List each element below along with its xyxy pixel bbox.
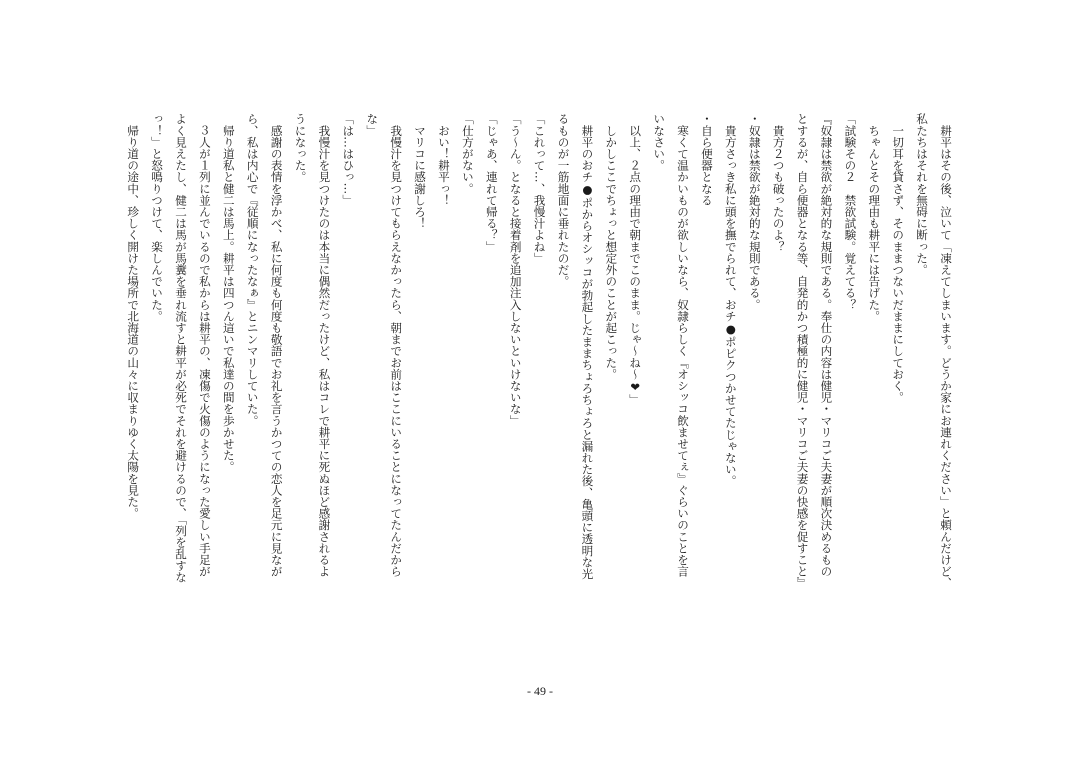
text-line: マリコに感謝しろ！ <box>413 113 428 229</box>
text-line: ら、私は内心で『従順になったなぁ』とニンマリしていた。 <box>245 113 260 427</box>
text-line: うになった。 <box>293 113 308 183</box>
text-line: るものが一筋地面に垂れたのだ。 <box>556 113 571 287</box>
text-line: 帰り道の途中、珍しく開けた場所で北海道の山々に収まりゆく太陽を見た。 <box>126 113 141 519</box>
text-line: おい！耕平っ！ <box>436 113 451 206</box>
text-line: 私たちはそれを無碍に断った。 <box>915 113 930 276</box>
text-line: ちゃんとその理由も耕平には告げた。 <box>867 113 882 322</box>
text-line: 寒くて温かいものが欲しいなら、奴隷らしく『オシッコ飲ませてぇ』ぐらいのことを言 <box>676 113 691 577</box>
text-line: 『奴隷は禁欲が絶対的な規則である。奉仕の内容は健児・マリコご夫妻が順次決めるもの <box>819 113 834 577</box>
text-line: 「う～ん。となると接着剤を追加注入しないといけないな」 <box>508 113 523 427</box>
text-line: っ！」と怒鳴りつけて、楽しんでいた。 <box>150 113 165 322</box>
text-line: ・自ら便器となる <box>699 113 714 206</box>
text-line: 耕平はその後、泣いて「凍えてしまいます。どうか家にお連れください」と頼んだけど、 <box>939 113 953 589</box>
text-line: いなさい。 <box>652 113 667 171</box>
text-line: ３人が１列に並んでいるので私からは耕平の、凍傷で火傷のようになった愛しい手足が <box>197 113 212 577</box>
vertical-text-body <box>121 113 957 603</box>
text-line: 感謝の表情を浮かべ、私に何度も何度も敬語でお礼を言うかつての恋人を足元に見なが <box>269 113 284 577</box>
text-line: 「じゃあ、連れて帰る？」 <box>484 113 499 253</box>
text-line: 帰り道私と健二は馬上。耕平は四つん這いで私達の間を歩かせた。 <box>221 113 236 473</box>
text-line: 「は…はひっ…」 <box>341 113 356 206</box>
text-line: 以上、２点の理由で朝までこのまま。じゃ～ね～❤」 <box>628 113 643 406</box>
text-line: 耕平のおチ●ポからオシッコが勃起したままちょろちょろと漏れた後、亀頭に透明な光 <box>580 113 595 580</box>
text-line: 「仕方がない。 <box>460 113 475 195</box>
text-line: 「これって…、我慢汁よね」 <box>532 113 547 264</box>
text-line: 一切耳を貸さず、そのままつないだままにしておく。 <box>891 113 906 403</box>
page-number: - 49 - <box>527 684 553 698</box>
text-line: ・奴隷は禁欲が絶対的な規則である。 <box>747 113 762 311</box>
text-line: 我慢汁を見つけたのは本当に偶然だったけど、私はコレで耕平に死ぬほど感謝されるよ <box>317 113 332 577</box>
text-line: しかしここでちょっと想定外のことが起こった。 <box>604 113 619 380</box>
text-line: 「試験その２ 禁欲試験。覚えてる？ <box>843 113 858 311</box>
text-line: な」 <box>365 113 380 137</box>
text-line: 我慢汁を見つけてもらえなかったら、朝までお前はここにいることになってたんだから <box>389 113 404 577</box>
text-line: 貴方２つも破ったのよ？ <box>771 113 786 253</box>
text-line: とするが、自ら便器となる等、自発的かつ積極的に健児・マリコご夫妻の快感を促すこと』 <box>795 113 810 589</box>
text-line: よく見えたし、健二は馬が馬糞を垂れ流すと耕平が必死でそれを避けるので、「列を乱すな <box>174 113 188 583</box>
text-line: 貴方さっき私に頭を撫でられて、おチ●ポピクつかせてたじゃない。 <box>723 113 738 487</box>
